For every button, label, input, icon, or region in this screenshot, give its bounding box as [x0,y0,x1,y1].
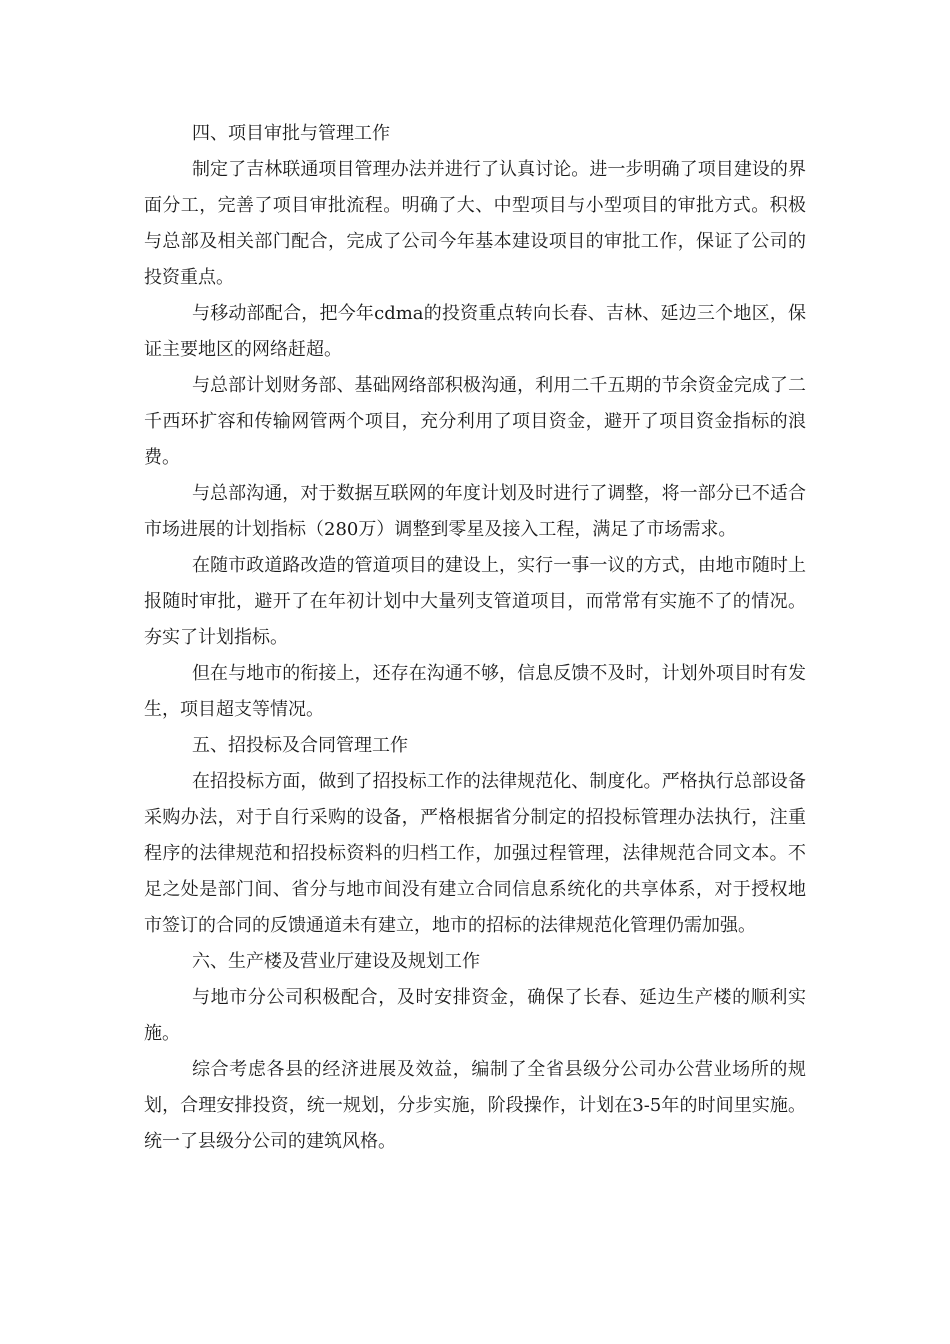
paragraph: 但在与地市的衔接上，还存在沟通不够，信息反馈不及时，计划外项目时有发生，项目超支等情况。 [144,663,806,720]
paragraph: 在招投标方面，做到了招投标工作的法律规范化、制度化。严格执行总部设备采购办法，对于自行采购的设备，严格根据省分制定的招投标管理办法执行，注重程序的法律规范和招投标资料的归档工作，加强过程管理，法律规范合同文本。不足之处是部门间、省分与地市间没有建立合同信息系统化的共享体系，对于授权地市签订的合同的反馈通道未有建立，地市的招标的法律规范化管理仍需加强。 [144,771,806,936]
paragraph: 综合考虑各县的经济进展及效益，编制了全省县级分公司办公营业场所的规划，合理安排投资，统一规划，分步实施，阶段操作，计划在3-5年的时间里实施。统一了县级分公司的建筑风格。 [144,1059,806,1152]
paragraph: 与移动部配合，把今年cdma的投资重点转向长春、吉林、延边三个地区，保证主要地区的网络赶超。 [144,303,806,360]
section-heading-5: 五、招投标及合同管理工作 [192,735,408,756]
paragraph: 在随市政道路改造的管道项目的建设上，实行一事一议的方式，由地市随时上报随时审批，避开了在年初计划中大量列支管道项目，而常常有实施不了的情况。夯实了计划指标。 [144,555,806,648]
paragraph: 制定了吉林联通项目管理办法并进行了认真讨论。进一步明确了项目建设的界面分工，完善了项目审批流程。明确了大、中型项目与小型项目的审批方式。积极与总部及相关部门配合，完成了公司今年基本建设项目的审批工作，保证了公司的投资重点。 [144,159,806,288]
document-body [144,116,806,1160]
section-heading-6: 六、生产楼及营业厅建设及规划工作 [192,951,480,972]
section-heading-4: 四、项目审批与管理工作 [192,123,390,144]
paragraph: 与地市分公司积极配合，及时安排资金，确保了长春、延边生产楼的顺利实施。 [144,987,806,1044]
paragraph: 与总部沟通，对于数据互联网的年度计划及时进行了调整，将一部分已不适合市场进展的计划指标（280万）调整到零星及接入工程，满足了市场需求。 [144,483,806,540]
paragraph: 与总部计划财务部、基础网络部积极沟通，利用二千五期的节余资金完成了二千西环扩容和传输网管两个项目，充分利用了项目资金，避开了项目资金指标的浪费。 [144,375,806,468]
